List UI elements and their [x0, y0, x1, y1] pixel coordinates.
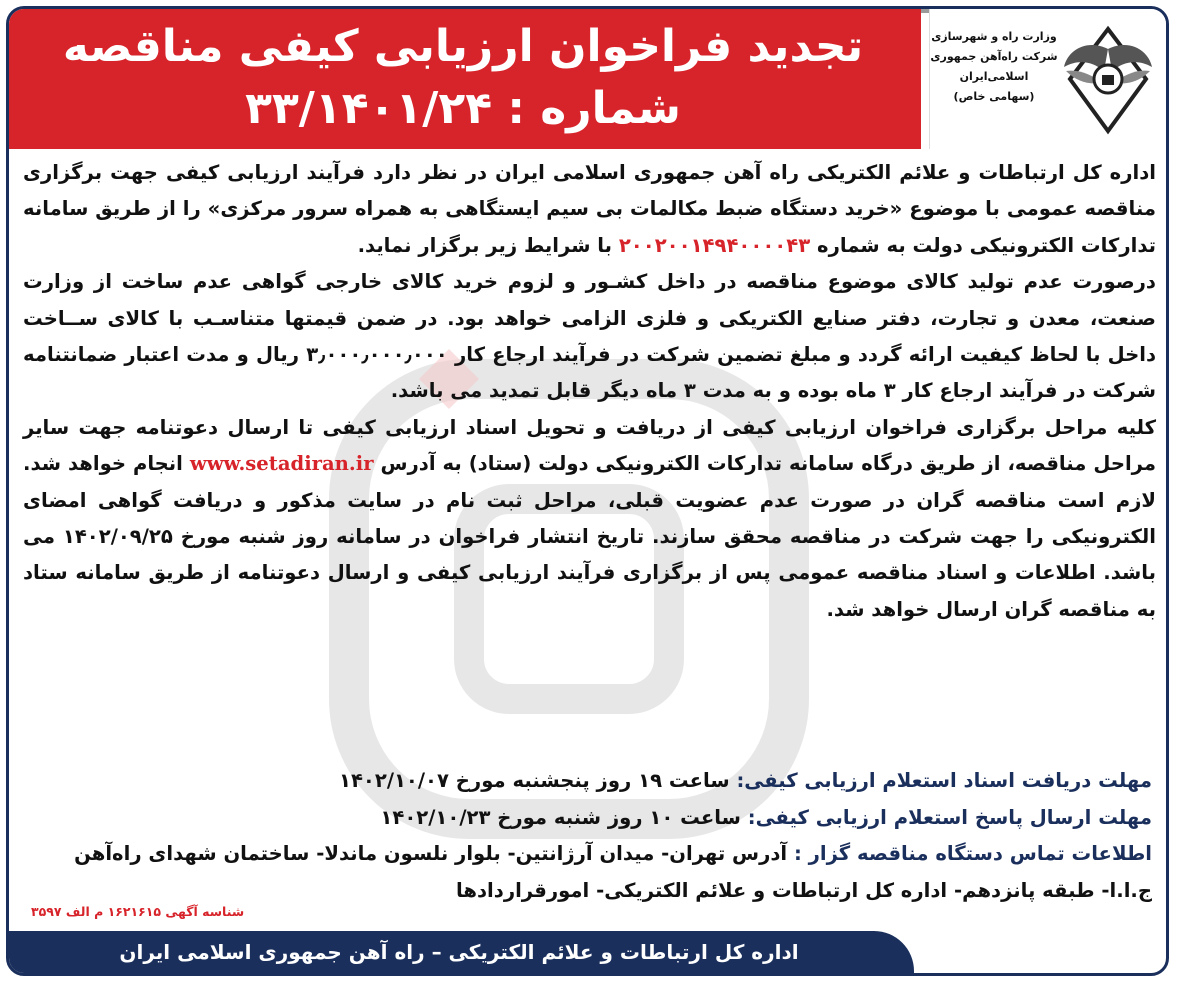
org-logo-block: [929, 9, 1166, 149]
paragraph-procedure: [23, 410, 1156, 628]
contact-info-line2: ج.ا.ا- طبقه پانزدهم- اداره کل ارتباطات و علائم الکتریکی- امورقراردادها: [456, 878, 1152, 902]
deadline-receive-value: ساعت ۱۹ روز پنجشنبه مورخ ۱۴۰۲/۱۰/۰۷: [338, 769, 737, 792]
intro-text: اداره کل ارتباطات و علائم الکتریکی راه آهن جمهوری اسلامی ایران در نظر دارد فرآیند ارزیابی کیفی جهت برگزاری مناقصه عمومی با موضوع «خرید دستگاه ضبط مکالمات بی سیم ایستگاهی به همراه سرور مرکزی» را از طریق سامانه تدارکات الکترونیکی دولت به شماره: [23, 161, 1156, 257]
deadline-send-value: ساعت ۱۰ روز شنبه مورخ ۱۴۰۲/۱۰/۲۳: [380, 805, 748, 829]
footer-banner: [9, 931, 914, 973]
notice-body: [23, 155, 1156, 628]
notice-frame: [6, 6, 1169, 976]
org-line-2: شرکت راه‌آهن جمهوری: [930, 50, 1058, 63]
deadlines-contact: [19, 763, 1152, 909]
railway-emblem-icon: [1058, 19, 1158, 139]
procedure-text: کلیه مراحل برگزاری فراخوان ارزیابی کیفی از دریافت و تحویل اسناد ارزیابی کیفی تا ارسال دعوتنامه جهت سایر مراحل مناقصه، از طریق درگاه سامانه تدارکات الکترونیکی دولت (ستاد) به آدرس: [23, 415, 1156, 476]
org-line-4: (سهامی خاص): [953, 90, 1035, 103]
org-line-1: وزارت راه و شهرسازی: [931, 30, 1057, 43]
org-line-3: اسلامی‌ایران: [959, 70, 1029, 83]
notice-title: تجدید فراخوان ارزیابی کیفی مناقصه: [62, 21, 864, 72]
paragraph-intro: [23, 155, 1156, 264]
contact-info: [19, 836, 1152, 873]
deadline-receive-label: مهلت دریافت اسناد استعلام ارزیابی کیفی:: [736, 769, 1152, 792]
notice-number: شماره : ۳۳/۱۴۰۱/۲۴: [245, 83, 681, 134]
intro-text-end: با شرایط زیر برگزار نماید.: [357, 233, 619, 257]
contact-label: اطلاعات تماس دستگاه مناقصه گزار :: [793, 842, 1152, 865]
setad-link[interactable]: www.setadiran.ir: [189, 452, 374, 476]
footer-text: اداره کل ارتباطات و علائم الکتریکی – راه آهن جمهوری اسلامی ایران: [119, 940, 799, 964]
ad-identifier: شناسه آگهی ۱۶۲۱۶۱۵ م الف ۳۵۹۷: [31, 904, 245, 919]
tender-number: ۲۰۰۲۰۰۱۴۹۴۰۰۰۰۴۳: [618, 233, 811, 257]
deadline-send: [19, 800, 1152, 837]
contact-address: آدرس تهران- میدان آرژانتین- بلوار نلسون ماندلا- ساختمان شهدای راه‌آهن: [74, 842, 794, 865]
deadline-send-label: مهلت ارسال پاسخ استعلام ارزیابی کیفی:: [747, 805, 1152, 829]
paragraph-conditions: درصورت عدم تولید کالای موضوع مناقصه در داخل کشـور و لزوم خرید کالای خارجی گواهی عدم ساخت از وزارت صنعت، معدن و تجارت، دفتر صنایع الکتریکی و فلزی الزامی خواهد بود. در ضمن قیمتها متناسـب با کالای ســاخت داخل با لحاظ کیفیت ارائه گردد و مبلغ تضمین شرکت در فرآیند ارجاع کار ۳٫۰۰۰٫۰۰۰٫۰۰۰ ریال و مدت اعتبار ضمانتنامه شرکت در فرآیند ارجاع کار ۳ ماه بوده و به مدت ۳ ماه دیگر قابل تمدید می باشد.: [23, 270, 1157, 403]
org-name: [930, 27, 1058, 107]
deadline-receive: [19, 763, 1152, 800]
header: [9, 9, 1166, 149]
procedure-text-end: انجام خواهد شد. لازم است مناقصه گران در صورت عدم عضویت قبلی، مراحل ثبت نام در سایت مذکور و دریافت گواهی امضای الکترونیکی را جهت شرکت در مناقصه محقق سازند. تاریخ انتشار فراخوان در سامانه روز شنبه مورخ ۱۴۰۲/۰۹/۲۵ می باشد. اطلاعات و اسناد مناقصه عمومی پس از برگزاری فرآیند ارزیابی کیفی و ارسال دعوتنامه از طریق سامانه ستاد به مناقصه گران ارسال خواهد شد.: [23, 452, 1156, 621]
title-banner: [9, 9, 921, 149]
